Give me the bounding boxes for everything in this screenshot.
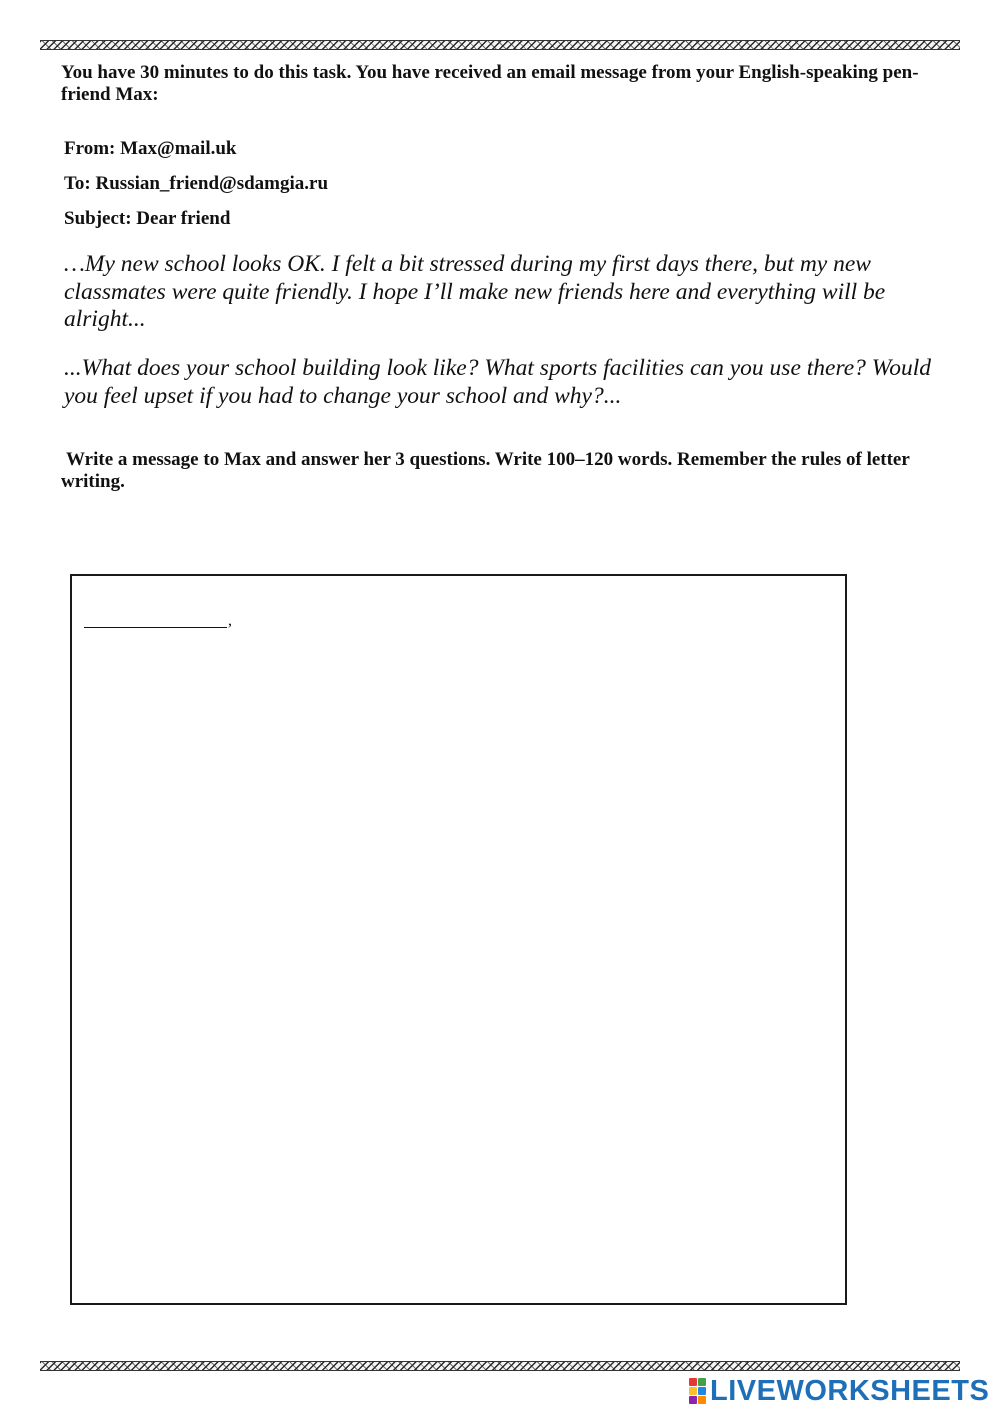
- email-subject: Subject: Dear friend: [64, 208, 231, 229]
- logo-square-4: [698, 1387, 706, 1395]
- logo-square-5: [689, 1396, 697, 1404]
- greeting-blank-line[interactable]: [84, 612, 227, 628]
- decorative-border-bottom: [40, 1361, 960, 1371]
- logo-square-1: [689, 1378, 697, 1386]
- email-from: From: Max@mail.uk: [64, 138, 237, 159]
- liveworksheets-logo-icon: [689, 1378, 706, 1404]
- email-paragraph-1: …My new school looks OK. I felt a bit stressed during my first days there, but my new classmates were quite friendly. I hope I’ll make new friends here and everything will be alright...: [64, 251, 886, 332]
- logo-square-2: [698, 1378, 706, 1386]
- decorative-border-top: [40, 40, 960, 50]
- liveworksheets-wordmark: LIVEWORKSHEETS: [710, 1375, 990, 1407]
- logo-square-6: [698, 1396, 706, 1404]
- writing-instructions: Write a message to Max and answer her 3 questions. Write 100–120 words. Remember the rules of letter writing.: [61, 449, 910, 492]
- logo-square-3: [689, 1387, 697, 1395]
- liveworksheets-logo: [689, 1376, 989, 1406]
- email-paragraph-2: ...What does your school building look like? What sports facilities can you use there? Would you feel upset if you had to change your school and why?...: [64, 355, 931, 409]
- answer-text-area[interactable]: [70, 574, 847, 1305]
- task-instructions: You have 30 minutes to do this task. You have received an email message from your English-speaking pen-friend Max:: [61, 62, 919, 105]
- email-to: To: Russian_friend@sdamgia.ru: [64, 173, 329, 194]
- greeting-comma: ,: [228, 612, 232, 629]
